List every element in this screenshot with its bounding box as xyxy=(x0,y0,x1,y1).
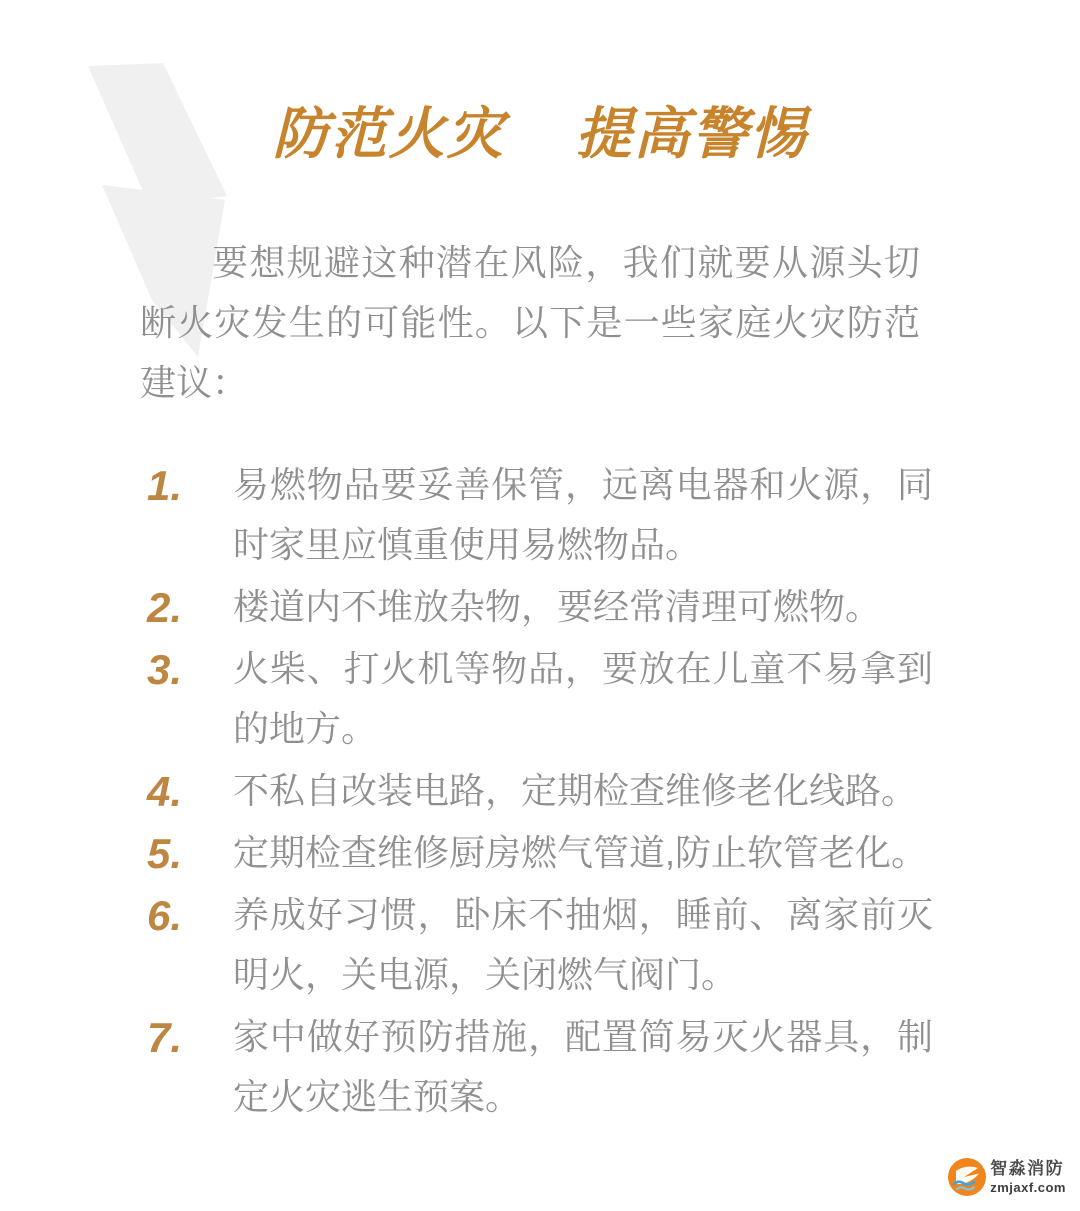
tip-text: 易燃物品要妥善保管，远离电器和火源，同时家里应慎重使用易燃物品。 xyxy=(233,464,933,565)
tip-item-1 xyxy=(147,455,937,575)
tip-text: 家中做好预防措施，配置简易灭火器具，制定火灾逃生预案。 xyxy=(233,1016,933,1117)
tip-text: 火柴、打火机等物品，要放在儿童不易拿到的地方。 xyxy=(233,648,933,749)
page-title xyxy=(0,100,1080,168)
tip-item-7 xyxy=(147,1007,937,1127)
watermark xyxy=(948,1158,1066,1196)
tip-number: 6. xyxy=(147,892,183,939)
intro-paragraph: 要想规避这种潜在风险，我们就要从源头切断火灾发生的可能性。以下是一些家庭火灾防范建议： xyxy=(140,242,920,403)
tip-number: 7. xyxy=(147,1014,183,1061)
title-part-1: 防范火灾 xyxy=(272,102,505,165)
tip-text: 养成好习惯，卧床不抽烟，睡前、离家前灭明火，关电源，关闭燃气阀门。 xyxy=(233,894,933,995)
watermark-text xyxy=(990,1160,1066,1194)
tip-item-5 xyxy=(147,823,937,883)
tip-text: 定期检查维修厨房燃气管道,防止软管老化。 xyxy=(233,832,928,873)
tip-number: 1. xyxy=(147,462,183,509)
tip-item-2 xyxy=(147,577,937,637)
tip-number: 4. xyxy=(147,768,183,815)
title-part-2: 提高警惕 xyxy=(575,102,808,165)
tip-item-4 xyxy=(147,761,937,821)
watermark-url: zmjaxf.com xyxy=(990,1180,1066,1195)
watermark-brand: 智淼消防 xyxy=(990,1159,1065,1178)
zhimiao-logo-icon xyxy=(948,1158,986,1196)
tip-item-3 xyxy=(147,639,937,759)
tip-text: 不私自改装电路，定期检查维修老化线路。 xyxy=(233,770,918,811)
tip-number: 5. xyxy=(147,830,183,877)
tip-number: 3. xyxy=(147,646,183,693)
tip-text: 楼道内不堆放杂物，要经常清理可燃物。 xyxy=(233,586,882,627)
tip-number: 2. xyxy=(147,584,183,631)
tips-list xyxy=(147,455,937,1129)
tip-item-6 xyxy=(147,885,937,1005)
